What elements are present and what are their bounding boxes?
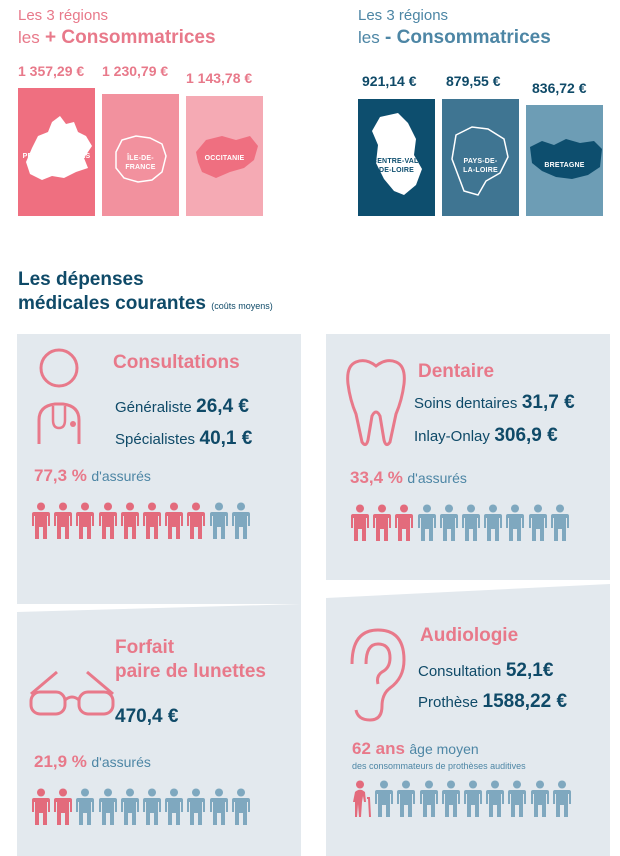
specialistes-line [115,428,252,450]
person-icon [53,788,73,826]
region-card-occitanie [186,96,263,216]
audio-prothese-line [418,691,567,713]
top-consumers-title-main: + Consommatrices [45,27,216,48]
person-icon [374,780,394,818]
person-icon [75,502,95,540]
region-value-bretagne: 836,72 € [532,80,587,96]
section-title-note: (coûts moyens) [211,301,273,311]
consultations-pct [34,466,151,486]
inlay-line [414,425,558,447]
dentaire-pct [350,468,467,488]
audio-consultation-value: 52,1€ [505,660,554,681]
person-icon [550,504,570,542]
person-icon [439,504,459,542]
audio-consultation-label: Consultation [418,663,502,680]
bottom-consumers-title-prefix: les [358,28,380,47]
audio-prothese-value: 1588,22 € [482,691,568,712]
region-label-pdl [442,157,519,175]
lunettes-title-line2: paire de lunettes [115,661,266,682]
person-icon [186,788,206,826]
dentaire-pct-text: d'assurés [407,470,467,486]
top-consumers-title [18,25,216,51]
region-label-pdl-line1: PAYS-DE- [463,158,498,165]
people-row-audiologie [352,780,582,818]
section-title-line2: médicales courantes [18,293,206,314]
region-value-pdl: 879,55 € [446,73,501,89]
people-row-consultations [31,502,261,540]
person-icon [528,504,548,542]
audio-consultation-line [418,660,553,682]
glasses-icon [27,664,117,720]
section-title [18,268,273,318]
person-icon [209,788,229,826]
region-label-idf-line2: FRANCE [125,164,156,171]
person-icon [31,502,51,540]
region-label-paca-line1: PROVENCE-ALPES [22,153,91,160]
person-icon [98,502,118,540]
soins-line [414,392,575,414]
doctor-icon [35,348,95,448]
audio-age [352,739,479,759]
region-label-paca-line2: -CÔTE-D'AZUR [30,162,83,169]
person-icon [31,788,51,826]
person-icon [120,788,140,826]
people-row-dentaire [350,504,580,542]
section-title-line1: Les dépenses [18,269,144,290]
person-icon [419,780,439,818]
region-label-pdl-line2: LA-LOIRE [463,167,498,174]
region-label-idf-line1: ÎLE-DE- [127,155,154,162]
person-icon [394,504,414,542]
person-icon [231,788,251,826]
panel-dentaire [326,334,610,580]
region-label-cvl [358,157,435,175]
consultations-title: Consultations [113,352,240,373]
tooth-icon [344,356,408,448]
audio-age-sub: des consommateurs de prothèses auditives [352,761,526,771]
person-icon [441,780,461,818]
person-icon [186,502,206,540]
person-icon [53,502,73,540]
region-value-idf: 1 230,79 € [102,63,169,79]
generaliste-value: 26,4 € [196,396,249,417]
soins-label: Soins dentaires [414,395,518,412]
bottom-consumers-title-main: - Consommatrices [385,27,551,48]
top-consumers-header [18,6,216,51]
person-icon [505,504,525,542]
lunettes-title [115,636,266,684]
generaliste-label: Généraliste [115,399,192,416]
person-icon [396,780,416,818]
dentaire-pct-value: 33,4 % [350,468,403,487]
lunettes-pct [34,752,151,772]
person-icon [372,504,392,542]
consultations-pct-value: 77,3 % [34,466,87,485]
top-consumers-title-prefix: les [18,28,40,47]
lunettes-value: 470,4 € [115,706,179,727]
region-label-bretagne: BRETAGNE [544,162,585,169]
region-label-occitanie: OCCITANIE [204,155,245,162]
person-icon [483,504,503,542]
person-icon [164,788,184,826]
soins-value: 31,7 € [521,392,575,413]
consultations-pct-text: d'assurés [91,468,151,484]
elderly-person-icon [352,780,372,818]
region-label-paca [18,152,95,170]
region-value-paca: 1 357,29 € [18,63,85,79]
region-label-cvl-line2: DE-LOIRE [378,167,415,174]
region-value-occitanie: 1 143,78 € [186,70,253,86]
lunettes-pct-value: 21,9 % [34,752,87,771]
person-icon [164,502,184,540]
specialistes-label: Spécialistes [115,431,196,448]
audio-age-value: 62 ans [352,739,405,758]
dentaire-title: Dentaire [418,361,495,382]
person-icon [485,780,505,818]
inlay-label: Inlay-Onlay [414,428,490,445]
person-icon [142,502,162,540]
region-card-cvl [358,99,435,216]
bottom-consumers-subtitle: Les 3 régions [358,7,449,24]
person-icon [98,788,118,826]
person-icon [120,502,140,540]
person-icon [507,780,527,818]
panel-consultations [17,334,301,604]
lunettes-pct-text: d'assurés [91,754,151,770]
specialistes-value: 40,1 € [199,428,253,449]
person-icon [461,504,481,542]
panel-lunettes [17,592,301,856]
audio-age-text: âge moyen [409,741,479,757]
bottom-consumers-title [358,25,551,51]
lunettes-value-line [115,706,178,728]
generaliste-line [115,396,249,418]
person-icon [530,780,550,818]
lunettes-title-line1: Forfait [115,637,175,658]
region-label-idf [102,154,179,172]
region-card-paca [18,88,95,216]
person-icon [552,780,572,818]
top-consumers-subtitle: Les 3 régions [18,7,109,24]
region-value-cvl: 921,14 € [362,73,417,89]
audio-prothese-label: Prothèse [418,694,479,711]
person-icon [231,502,251,540]
person-icon [209,502,229,540]
ear-icon [344,624,408,724]
region-label-cvl-line1: CENTRE-VAL- [371,158,422,165]
inlay-value: 306,9 € [494,425,558,446]
audiologie-title: Audiologie [420,625,519,646]
people-row-lunettes [31,788,261,826]
person-icon [350,504,370,542]
bottom-consumers-header [358,6,551,51]
person-icon [142,788,162,826]
region-card-pdl [442,99,519,216]
person-icon [463,780,483,818]
region-card-idf [102,94,179,216]
person-icon [417,504,437,542]
region-card-bretagne [526,105,603,216]
panel-audiologie [326,584,610,856]
person-icon [75,788,95,826]
